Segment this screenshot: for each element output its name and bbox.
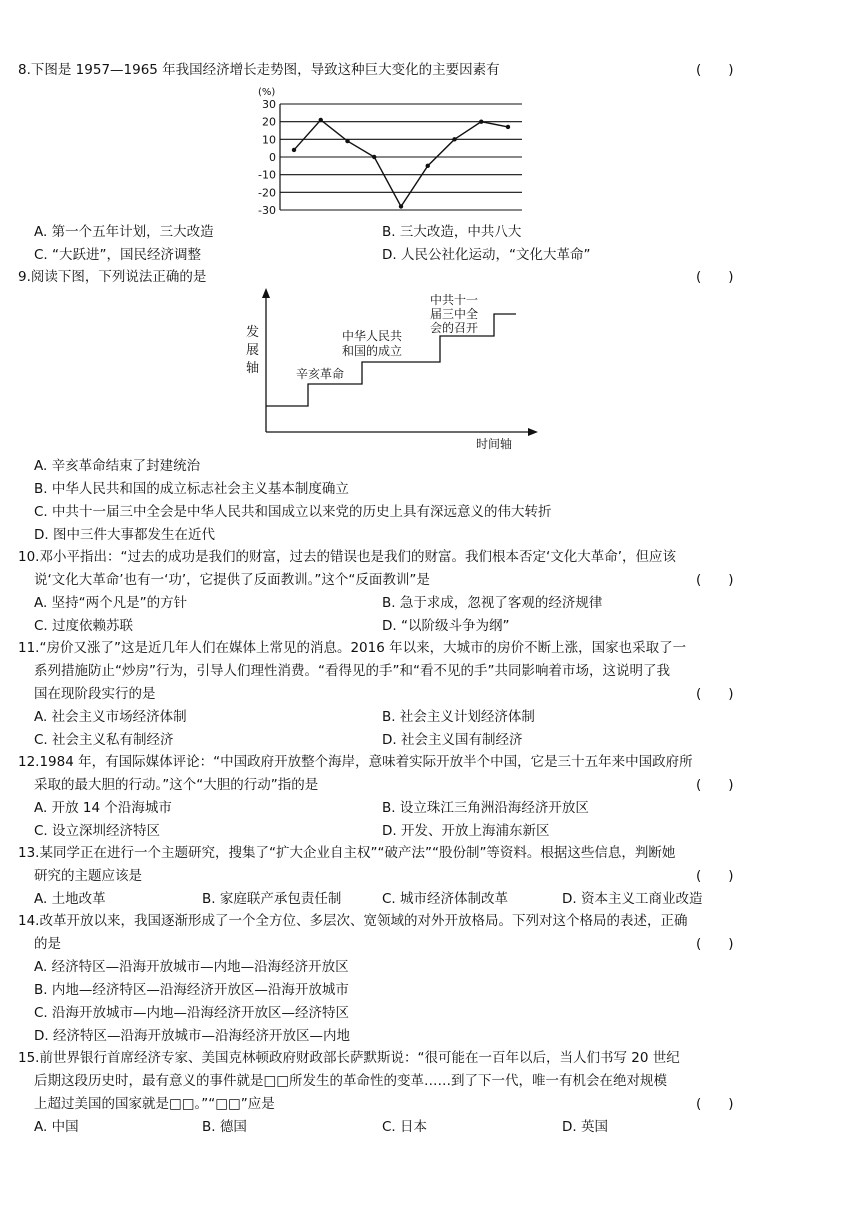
q9-option-c[interactable]: C. 中共十一届三中全会是中华人民共和国成立以来党的历史上具有深远意义的伟大转折 — [34, 504, 552, 520]
diagram-y-label-3: 轴 — [246, 361, 260, 376]
q15-option-a[interactable]: A. 中国 — [34, 1119, 79, 1135]
q13-answer-paren: ( ) — [696, 868, 734, 884]
q15-option-b[interactable]: B. 德国 — [202, 1119, 247, 1135]
chart-point — [479, 119, 483, 123]
q11-option-c[interactable]: C. 社会主义私有制经济 — [34, 732, 174, 748]
q10-option-b[interactable]: B. 急于求成，忽视了客观的经济规律 — [382, 595, 603, 611]
q12-option-d[interactable]: D. 开发、开放上海浦东新区 — [382, 823, 550, 839]
chart-grid — [280, 104, 522, 210]
diagram-step-plenum-1: 中共十一 — [430, 293, 479, 307]
q11-option-d[interactable]: D. 社会主义国有制经济 — [382, 732, 523, 748]
q11-stem-line2: 系列措施防止“炒房”行为，引导人们理性消费。“看得见的手”和“看不见的手”共同影响着市场，这说明了我 — [34, 663, 670, 679]
q15-stem-line1: 15.前世界银行首席经济专家、美国克林顿政府财政部长萨默斯说：“很可能在一百年以后，当人们书写 20 世纪 — [18, 1050, 680, 1066]
chart-point — [319, 118, 323, 122]
chart-y-tick-label: 10 — [262, 133, 276, 147]
q12-answer-paren: ( ) — [696, 777, 734, 793]
chart-point — [399, 204, 403, 208]
diagram-step-prc-1: 中华人民共 — [342, 329, 403, 343]
chart-point — [345, 139, 349, 143]
q11-stem-line3: 国在现阶段实行的是 — [34, 686, 156, 702]
q13-option-d[interactable]: D. 资本主义工商业改造 — [562, 891, 703, 907]
q8-growth-chart — [242, 82, 532, 218]
q13-stem-line2: 研究的主题应该是 — [34, 868, 142, 884]
q13-stem-line1: 13.某同学正在进行一个主题研究，搜集了“扩大企业自主权”“破产法”“股份制”等资料。根据这些信息，判断她 — [18, 845, 676, 861]
q14-answer-paren: ( ) — [696, 936, 734, 952]
q14-option-b[interactable]: B. 内地—经济特区—沿海经济开放区—沿海开放城市 — [34, 982, 349, 998]
q9-stem: 9.阅读下图，下列说法正确的是 — [18, 269, 207, 285]
q9-option-b[interactable]: B. 中华人民共和国的成立标志社会主义基本制度确立 — [34, 481, 349, 497]
q12-stem-line1: 12.1984 年，有国际媒体评论：“中国政府开放整个海岸，意味着实际开放半个中国，它是三十五年来中国政府所 — [18, 754, 693, 770]
q8-option-d[interactable]: D. 人民公社化运动，“文化大革命” — [382, 247, 591, 263]
chart-y-tick-label: -30 — [258, 204, 276, 217]
chart-point — [426, 164, 430, 168]
diagram-step-xinhai: 辛亥革命 — [296, 367, 345, 381]
q8-option-b[interactable]: B. 三大改造，中共八大 — [382, 224, 522, 240]
q11-answer-paren: ( ) — [696, 686, 734, 702]
chart-y-tick-label: 20 — [262, 115, 276, 129]
q13-option-a[interactable]: A. 土地改革 — [34, 891, 106, 907]
q11-option-b[interactable]: B. 社会主义计划经济体制 — [382, 709, 535, 725]
q11-stem-line1: 11.“房价又涨了”这是近几年人们在媒体上常见的消息。2016 年以来，大城市的房价不断上涨，国家也采取了一 — [18, 640, 687, 656]
q15-stem-line2: 后期这段历史时，最有意义的事件就是□□所发生的革命性的变革……到了下一代，唯一有机会在绝对规模 — [34, 1073, 668, 1089]
q9-answer-paren: ( ) — [696, 269, 734, 285]
q12-option-a[interactable]: A. 开放 14 个沿海城市 — [34, 800, 172, 816]
q9-option-d[interactable]: D. 图中三件大事都发生在近代 — [34, 527, 215, 543]
diagram-y-label-2: 展 — [246, 343, 260, 358]
q12-stem-line2: 采取的最大胆的行动。”这个“大胆的行动”指的是 — [34, 777, 319, 793]
q14-stem-line2: 的是 — [34, 936, 61, 952]
q8-option-a[interactable]: A. 第一个五年计划，三大改造 — [34, 224, 214, 240]
q10-option-a[interactable]: A. 坚持“两个凡是”的方针 — [34, 595, 188, 611]
q9-option-a[interactable]: A. 辛亥革命结束了封建统治 — [34, 458, 201, 474]
q15-option-c[interactable]: C. 日本 — [382, 1119, 428, 1135]
q14-option-a[interactable]: A. 经济特区—沿海开放城市—内地—沿海经济开放区 — [34, 959, 349, 975]
diagram-x-label: 时间轴 — [476, 437, 513, 451]
chart-series-line — [292, 118, 510, 209]
chart-y-ticks — [258, 98, 276, 217]
q8-option-c[interactable]: C. “大跃进”，国民经济调整 — [34, 247, 201, 263]
diagram-step-plenum-2: 届三中全 — [430, 307, 479, 321]
diagram-step-plenum-3: 会的召开 — [430, 321, 479, 335]
chart-unit-label: (%) — [258, 87, 276, 98]
q9-step-diagram — [240, 286, 540, 452]
q13-option-c[interactable]: C. 城市经济体制改革 — [382, 891, 509, 907]
diagram-y-label-1: 发 — [246, 325, 260, 340]
chart-line — [294, 120, 508, 207]
q13-option-b[interactable]: B. 家庭联产承包责任制 — [202, 891, 342, 907]
chart-y-tick-label: -10 — [258, 168, 276, 182]
q10-option-c[interactable]: C. 过度依赖苏联 — [34, 618, 134, 634]
chart-y-tick-label: 30 — [262, 98, 276, 111]
q14-option-d[interactable]: D. 经济特区—沿海开放城市—沿海经济开放区—内地 — [34, 1028, 350, 1044]
chart-y-tick-label: 0 — [269, 151, 276, 164]
q15-option-d[interactable]: D. 英国 — [562, 1119, 608, 1135]
q8-stem: 8.下图是 1957—1965 年我国经济增长走势图，导致这种巨大变化的主要因素有 — [18, 62, 500, 78]
chart-point — [506, 125, 510, 129]
chart-point — [372, 155, 376, 159]
q10-stem-line1: 10.邓小平指出：“过去的成功是我们的财富，过去的错误也是我们的财富。我们根本否定‘文化大革命’，但应该 — [18, 549, 677, 565]
q11-option-a[interactable]: A. 社会主义市场经济体制 — [34, 709, 187, 725]
q10-answer-paren: ( ) — [696, 572, 734, 588]
q14-stem-line1: 14.改革开放以来，我国逐渐形成了一个全方位、多层次、宽领域的对外开放格局。下列对这个格局的表述，正确 — [18, 913, 688, 929]
chart-point — [452, 137, 456, 141]
q15-stem-line3: 上超过美国的国家就是□□。”“□□”应是 — [34, 1096, 275, 1112]
q10-stem-line2: 说‘文化大革命’也有一‘功’，它提供了反面教训。”这个“反面教训”是 — [34, 572, 430, 588]
q12-option-b[interactable]: B. 设立珠江三角洲沿海经济开放区 — [382, 800, 589, 816]
q15-answer-paren: ( ) — [696, 1096, 734, 1112]
chart-point — [292, 148, 296, 152]
q14-option-c[interactable]: C. 沿海开放城市—内地—沿海经济开放区—经济特区 — [34, 1005, 350, 1021]
q8-answer-paren: ( ) — [696, 62, 734, 78]
chart-y-tick-label: -20 — [258, 186, 276, 200]
diagram-step-prc-2: 和国的成立 — [342, 344, 403, 358]
q12-option-c[interactable]: C. 设立深圳经济特区 — [34, 823, 161, 839]
q10-option-d[interactable]: D. “以阶级斗争为纲” — [382, 618, 510, 634]
